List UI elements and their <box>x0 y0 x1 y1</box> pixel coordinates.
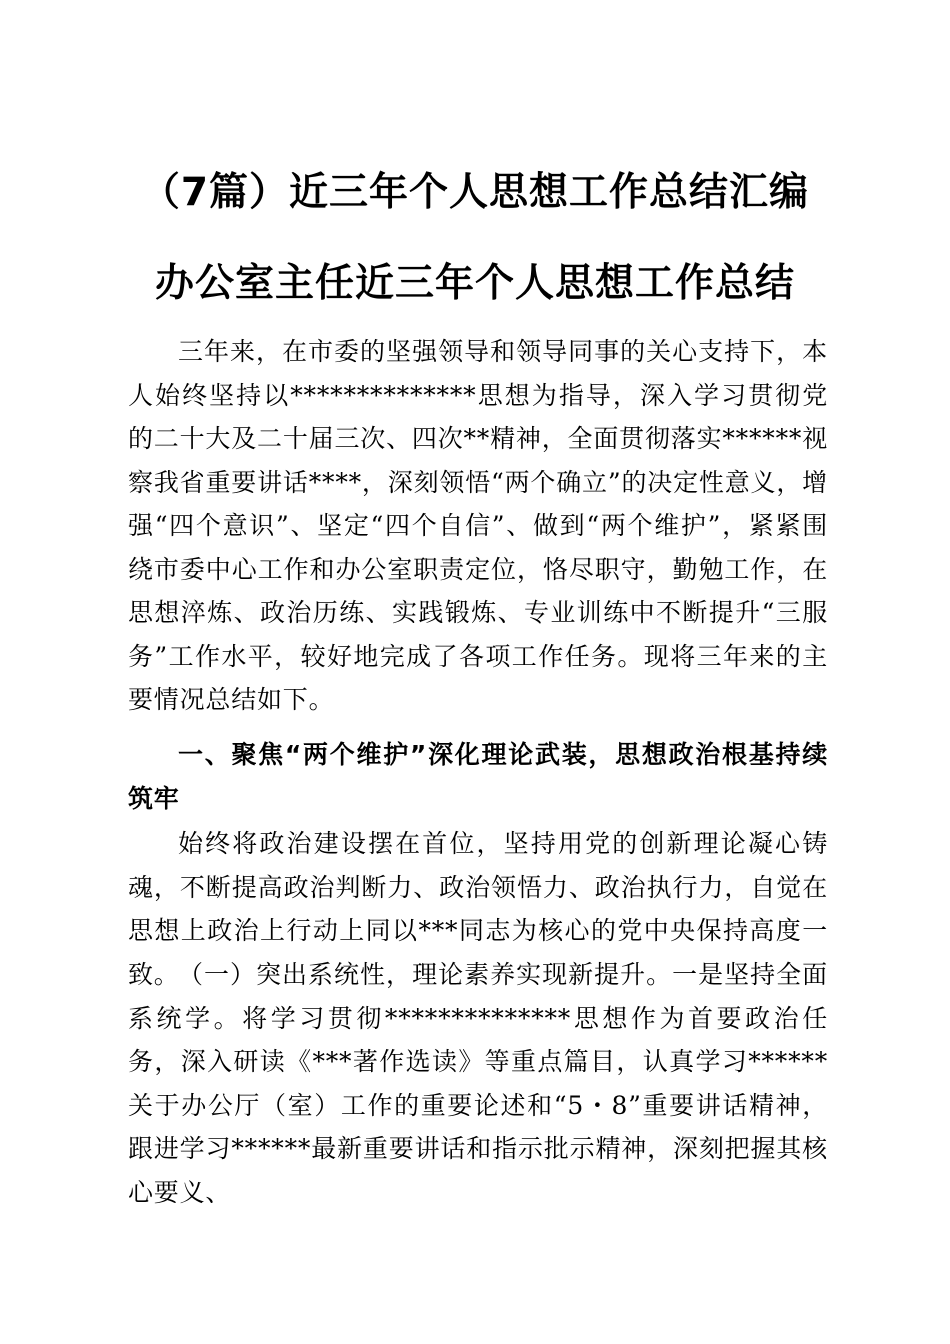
section-paragraph: 始终将政治建设摆在首位，坚持用党的创新理论凝心铸魂，不断提高政治判断力、政治领悟力、政治执行力，自觉在思想上政治上行动上同以***同志为核心的党中央保持高度一致。 <box>128 829 828 989</box>
intro-paragraph: 三年来，在市委的坚强领导和领导同事的关心支持下，本人始终坚持以**************思想为指导，深入学习贯彻党的二十大及二十届三次、四次**精神，全面贯彻落实******视察我省重要讲话****，深刻领悟“两个确立”的决定性意义，增强“四个意识”、坚定“四个自信”、做到“两个维护”，紧紧围绕市委中心工作和办公室职责定位，恪尽职守，勤勉工作，在思想淬炼、政治历练、实践锻炼、专业训练中不断提升“三服务”工作水平，较好地完成了各项工作任务。现将三年来的主要情况总结如下。 <box>128 337 828 714</box>
document-subtitle: 办公室主任近三年个人思想工作总结 <box>154 261 795 306</box>
section-heading: 一、聚焦“两个维护”深化理论武装，思想政治根基持续筑牢 <box>128 740 828 813</box>
subsection-paragraph: （一）突出系统性，理论素养实现新提升。一是坚持全面系统学。将学习贯彻**************思想作为首要政治任务，深入研读《***著作选读》等重点篇目，认真学习******关于办公厅（室）工作的重要论述和“5・8”重要讲话精神，跟进学习******最新重要讲话和指示批示精神，深刻把握其核心要义、 <box>128 960 828 1207</box>
document-title: （7篇）近三年个人思想工作总结汇编 <box>140 170 810 215</box>
